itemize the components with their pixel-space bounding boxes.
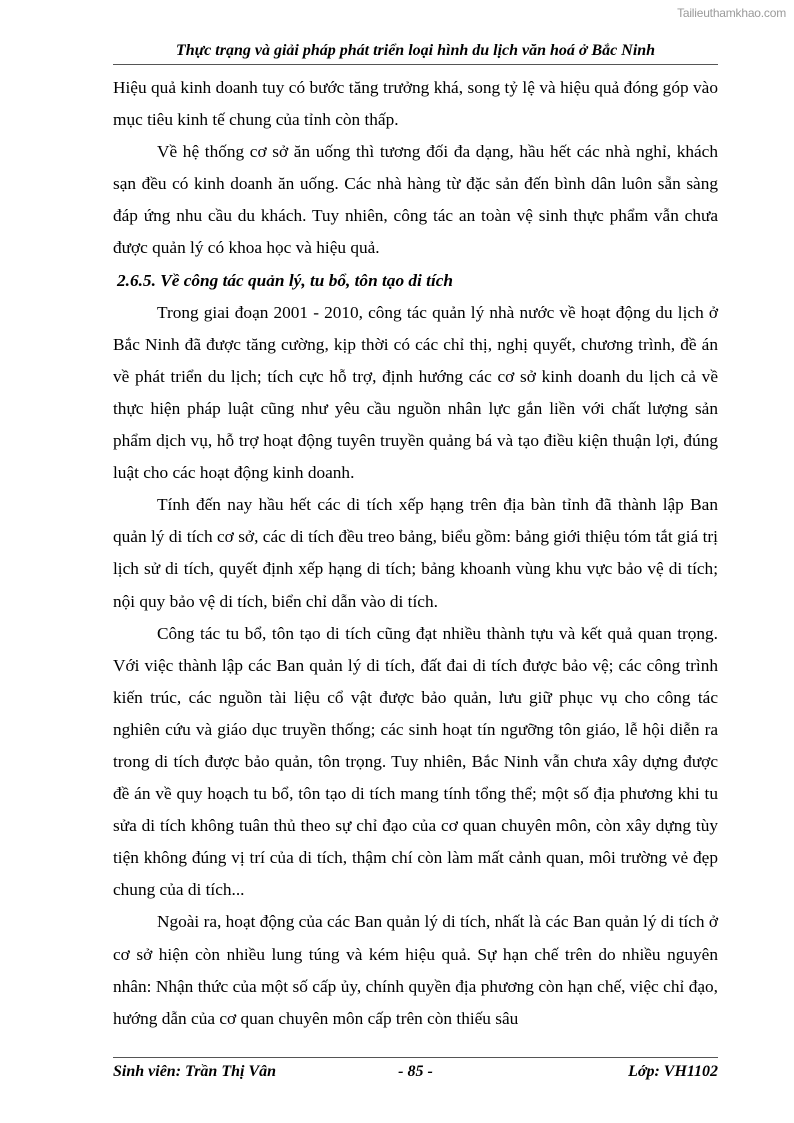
footer-divider xyxy=(113,1057,718,1058)
footer-student: Sinh viên: Trần Thị Vân xyxy=(113,1063,277,1080)
section-heading: 2.6.5. Về công tác quản lý, tu bổ, tôn tạo di tích xyxy=(117,270,454,290)
paragraph: Tính đến nay hầu hết các di tích xếp hạng trên địa bàn tỉnh đã thành lập Ban quản lý di tích cơ sở, các di tích đều treo bảng, biểu gồm: bảng giới thiệu tóm tắt giá trị lịch sử di tích, quyết định xếp hạng di tích; bảng khoanh vùng khu vực bảo vệ di tích; nội quy bảo vệ di tích, biển chỉ dẫn vào di tích. xyxy=(113,495,718,611)
paragraph: Trong giai đoạn 2001 - 2010, công tác quản lý nhà nước về hoạt động du lịch ở Bắc Ninh đã được tăng cường, kịp thời có các chỉ thị, nghị quyết, chương trình, đề án về phát triển du lịch; tích cực hỗ trợ, định hướng các cơ sở kinh doanh du lịch cả về thực hiện pháp luật cũng như yêu cầu nguồn nhân lực gắn liền với chất lượng sản phẩm dịch vụ, hỗ trợ hoạt động tuyên truyền quảng bá và tạo điều kiện thuận lợi, đúng luật cho các hoạt động kinh doanh. xyxy=(113,302,718,483)
page-number: - 85 - xyxy=(398,1063,433,1080)
page-body xyxy=(113,72,718,1035)
paragraph: Công tác tu bổ, tôn tạo di tích cũng đạt nhiều thành tựu và kết quả quan trọng. Với việc thành lập các Ban quản lý di tích, đất đai di tích được bảo vệ; các công trình kiến trúc, các nguồn tài liệu cổ vật được bảo quản, lưu giữ phục vụ cho công tác nghiên cứu và giáo dục truyền thống; các sinh hoạt tín ngưỡng tôn giáo, lễ hội diễn ra trong di tích được bảo quản, tôn trọng. Tuy nhiên, Bắc Ninh vẫn chưa xây dựng được đề án về quy hoạch tu bổ, tôn tạo di tích mang tính tổng thể; một số địa phương khi tu sửa di tích không tuân thủ theo sự chỉ đạo của cơ quan chuyên môn, còn xây dựng tùy tiện không đúng vị trí của di tích, thậm chí còn làm mất cảnh quan, môi trường vẻ đẹp chung của di tích... xyxy=(113,623,718,900)
paragraph: Hiệu quả kinh doanh tuy có bước tăng trưởng khá, song tỷ lệ và hiệu quả đóng góp vào mục tiêu kinh tế chung của tỉnh còn thấp. xyxy=(113,78,718,130)
running-header: Thực trạng và giải pháp phát triển loại hình du lịch văn hoá ở Bắc Ninh xyxy=(175,42,656,59)
paragraph: Về hệ thống cơ sở ăn uống thì tương đối đa dạng, hầu hết các nhà nghỉ, khách sạn đều có kinh doanh ăn uống. Các nhà hàng từ đặc sản đến bình dân luôn sẵn sàng đáp ứng nhu cầu du khách. Tuy nhiên, công tác an toàn vệ sinh thực phẩm vẫn chưa được quản lý có khoa học và hiệu quả. xyxy=(113,142,718,258)
watermark: Tailieuthamkhao.com xyxy=(677,6,786,20)
paragraph: Ngoài ra, hoạt động của các Ban quản lý di tích, nhất là các Ban quản lý di tích ở cơ sở hiện còn nhiều lung túng và kém hiệu quả. Sự hạn chế trên do nhiều nguyên nhân: Nhận thức của một số cấp ủy, chính quyền địa phương còn hạn chế, việc chỉ đạo, hướng dẫn của cơ quan chuyên môn cấp trên còn thiếu sâu xyxy=(113,912,718,1028)
footer-class: Lớp: VH1102 xyxy=(628,1063,718,1080)
header-divider xyxy=(113,64,718,65)
